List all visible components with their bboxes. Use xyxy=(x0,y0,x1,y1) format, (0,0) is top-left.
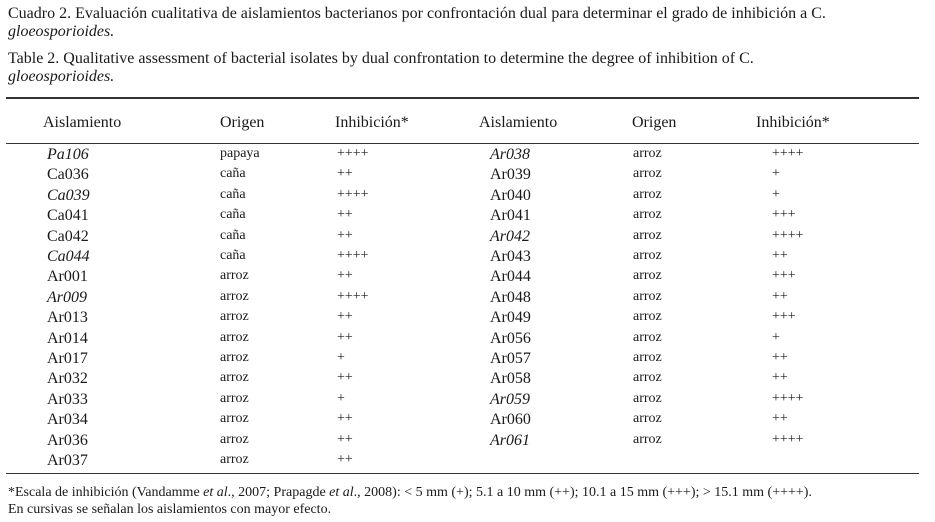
isolate-cell: Ar057 xyxy=(490,350,531,367)
inhibition-cell: ++ xyxy=(337,370,353,385)
inhibition-cell: ++++ xyxy=(772,228,804,243)
inhibition-cell: ++++ xyxy=(337,187,369,202)
isolate-cell: Ar037 xyxy=(47,452,88,469)
origin-cell: caña xyxy=(220,248,246,263)
isolate-cell: Ar059 xyxy=(490,391,530,408)
inhibition-cell: +++ xyxy=(772,207,796,222)
caption-en-line1: Table 2. Qualitative assessment of bacterial isolates by dual confrontation to determine the degree of inhibition of C. xyxy=(8,50,754,67)
caption-spanish xyxy=(8,5,925,41)
isolate-cell: Ar061 xyxy=(490,432,530,449)
isolate-cell: Ar058 xyxy=(490,370,531,387)
origin-cell: arroz xyxy=(633,330,662,345)
header-isolate-left: Aislamiento xyxy=(43,114,122,131)
origin-cell: arroz xyxy=(633,268,662,283)
origin-cell: arroz xyxy=(220,432,249,447)
inhibition-cell: +++ xyxy=(772,268,796,283)
caption-english xyxy=(8,50,925,86)
isolate-cell: Ca041 xyxy=(47,207,89,224)
inhibition-cell: ++ xyxy=(337,268,353,283)
isolate-cell: Ar060 xyxy=(490,411,531,428)
isolate-cell: Ca039 xyxy=(47,187,90,204)
origin-cell: arroz xyxy=(220,391,249,406)
inhibition-cell: ++ xyxy=(337,432,353,447)
isolate-cell: Ar040 xyxy=(490,187,531,204)
footnote-scale xyxy=(8,484,812,501)
origin-cell: arroz xyxy=(633,411,662,426)
footnote-etal-1: et al xyxy=(203,485,228,500)
isolate-cell: Ar049 xyxy=(490,309,531,326)
origin-cell: arroz xyxy=(220,309,249,324)
isolate-cell: Ar043 xyxy=(490,248,531,265)
origin-cell: arroz xyxy=(220,268,249,283)
isolate-cell: Ca042 xyxy=(47,228,89,245)
isolate-cell: Ar034 xyxy=(47,411,88,428)
origin-cell: arroz xyxy=(633,309,662,324)
origin-cell: arroz xyxy=(633,187,662,202)
inhibition-cell: ++++ xyxy=(337,289,369,304)
origin-cell: arroz xyxy=(633,370,662,385)
inhibition-cell: ++++ xyxy=(772,146,804,161)
origin-cell: caña xyxy=(220,166,246,181)
isolate-cell: Ar044 xyxy=(490,268,531,285)
origin-cell: arroz xyxy=(633,391,662,406)
isolate-cell: Ar013 xyxy=(47,309,88,326)
origin-cell: arroz xyxy=(220,289,249,304)
origin-cell: arroz xyxy=(220,452,249,467)
table-top-rule xyxy=(6,97,919,99)
origin-cell: caña xyxy=(220,228,246,243)
origin-cell: arroz xyxy=(633,248,662,263)
inhibition-cell: + xyxy=(337,391,345,406)
origin-cell: arroz xyxy=(633,146,662,161)
origin-cell: arroz xyxy=(220,350,249,365)
inhibition-cell: ++++ xyxy=(337,146,369,161)
isolate-cell: Ca044 xyxy=(47,248,90,265)
isolate-cell: Pa106 xyxy=(47,146,89,163)
footnote-etal-2: et al xyxy=(329,485,354,500)
header-bottom-rule xyxy=(6,143,919,144)
header-isolate-right: Aislamiento xyxy=(479,114,558,131)
origin-cell: arroz xyxy=(220,330,249,345)
caption-es-line1: Cuadro 2. Evaluación cualitativa de aislamientos bacterianos por confrontación dual para determinar el grado de inhibición a C. xyxy=(8,5,826,22)
caption-es-line2: gloeosporioides. xyxy=(8,23,115,40)
inhibition-cell: ++ xyxy=(772,411,788,426)
header-origin-left: Origen xyxy=(220,114,265,131)
table-bottom-rule xyxy=(6,473,919,474)
caption-en-line2: gloeosporioides. xyxy=(8,68,115,85)
isolate-cell: Ar009 xyxy=(47,289,87,306)
inhibition-cell: ++ xyxy=(337,207,353,222)
origin-cell: caña xyxy=(220,207,246,222)
header-inhibition-left: Inhibición* xyxy=(335,114,409,131)
origin-cell: papaya xyxy=(220,146,260,161)
origin-cell: arroz xyxy=(633,432,662,447)
inhibition-cell: + xyxy=(772,166,780,181)
inhibition-cell: ++ xyxy=(772,248,788,263)
header-inhibition-right: Inhibición* xyxy=(756,114,830,131)
isolate-cell: Ar038 xyxy=(490,146,530,163)
inhibition-cell: + xyxy=(772,187,780,202)
origin-cell: arroz xyxy=(220,411,249,426)
inhibition-cell: + xyxy=(772,330,780,345)
inhibition-cell: ++ xyxy=(337,330,353,345)
isolate-cell: Ar041 xyxy=(490,207,531,224)
inhibition-cell: ++++ xyxy=(337,248,369,263)
inhibition-cell: ++ xyxy=(772,350,788,365)
inhibition-cell: ++ xyxy=(772,370,788,385)
origin-cell: arroz xyxy=(633,350,662,365)
isolate-cell: Ar001 xyxy=(47,268,88,285)
inhibition-cell: ++ xyxy=(337,166,353,181)
origin-cell: caña xyxy=(220,187,246,202)
inhibition-cell: +++ xyxy=(772,309,796,324)
origin-cell: arroz xyxy=(633,207,662,222)
isolate-cell: Ar032 xyxy=(47,370,88,387)
inhibition-cell: ++ xyxy=(337,228,353,243)
isolate-cell: Ar014 xyxy=(47,330,88,347)
isolate-cell: Ar017 xyxy=(47,350,88,367)
inhibition-cell: ++ xyxy=(337,411,353,426)
inhibition-cell: ++ xyxy=(337,309,353,324)
isolate-cell: Ar042 xyxy=(490,228,530,245)
origin-cell: arroz xyxy=(220,370,249,385)
footnote-italic-note: En cursivas se señalan los aislamientos con mayor efecto. xyxy=(8,502,332,517)
origin-cell: arroz xyxy=(633,289,662,304)
header-origin-right: Origen xyxy=(632,114,677,131)
footnote-part1: *Escala de inhibición (Vandamme xyxy=(8,485,204,500)
isolate-cell: Ar039 xyxy=(490,166,531,183)
inhibition-cell: + xyxy=(337,350,345,365)
origin-cell: arroz xyxy=(633,228,662,243)
inhibition-cell: ++++ xyxy=(772,432,804,447)
inhibition-cell: ++++ xyxy=(772,391,804,406)
inhibition-cell: ++ xyxy=(337,452,353,467)
isolate-cell: Ar033 xyxy=(47,391,88,408)
isolate-cell: Ar036 xyxy=(47,432,88,449)
inhibition-cell: ++ xyxy=(772,289,788,304)
isolate-cell: Ar056 xyxy=(490,330,531,347)
isolate-cell: Ca036 xyxy=(47,166,89,183)
origin-cell: arroz xyxy=(633,166,662,181)
footnote-part2: ., 2007; Prapagde xyxy=(227,485,330,500)
footnote-part3: ., 2008): < 5 mm (+); 5.1 a 10 mm (++); 10.1 a 15 mm (+++); > 15.1 mm (++++). xyxy=(353,485,812,500)
isolate-cell: Ar048 xyxy=(490,289,531,306)
